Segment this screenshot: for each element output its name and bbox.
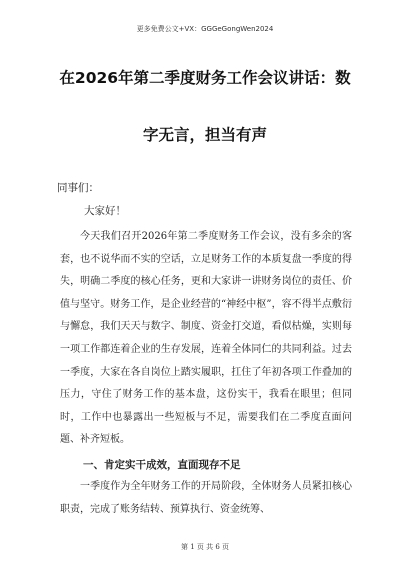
document-title-line-1: 在2026年第二季度财务工作会议讲话：数: [59, 69, 351, 87]
body-text-2: [60, 476, 352, 521]
paragraph-1: 今天我们召开2026年第二季度财务工作会议，没有多余的客套，也不说华而不实的空话，立足财务工作的本质复盘一季度的得失，明确二季度的核心任务，更和大家讲一讲财务岗位的责任、价值与坚守。财务工作，是企业经营的“神经中枢”，容不得半点敷衍与懈怠，我们天天与数字、制度、资金打交道，看似枯燥，实则每一项工作都连着企业的生存发展，连着全体同仁的共同利益。过去一季度，大家在各自岗位上踏实履职，扛住了年初各项工作叠加的压力，守住了财务工作的基本盘，这份实干，我看在眼里；但同时，工作中也暴露出一些短板与不足，需要我们在二季度直面问题、补齐短板。: [60, 231, 352, 446]
salutation: 同事们：: [57, 182, 99, 194]
paragraph-2: 一季度作为全年财务工作的开局阶段，全体财务人员紧扣核心职责，完成了账务结转、预算执行、资金统筹、: [60, 481, 352, 515]
header-note: 更多免费公文+VX：GGGeGongWen2024: [136, 25, 274, 33]
page-footer: 第 1 页 共 6 页: [180, 543, 230, 551]
greeting: 大家好！: [84, 205, 126, 217]
section-heading-1: 一、肯定实干成效，直面现存不足: [83, 459, 241, 471]
document-title-line-2: 字无言，担当有声: [142, 126, 267, 144]
body-text: [60, 226, 352, 452]
